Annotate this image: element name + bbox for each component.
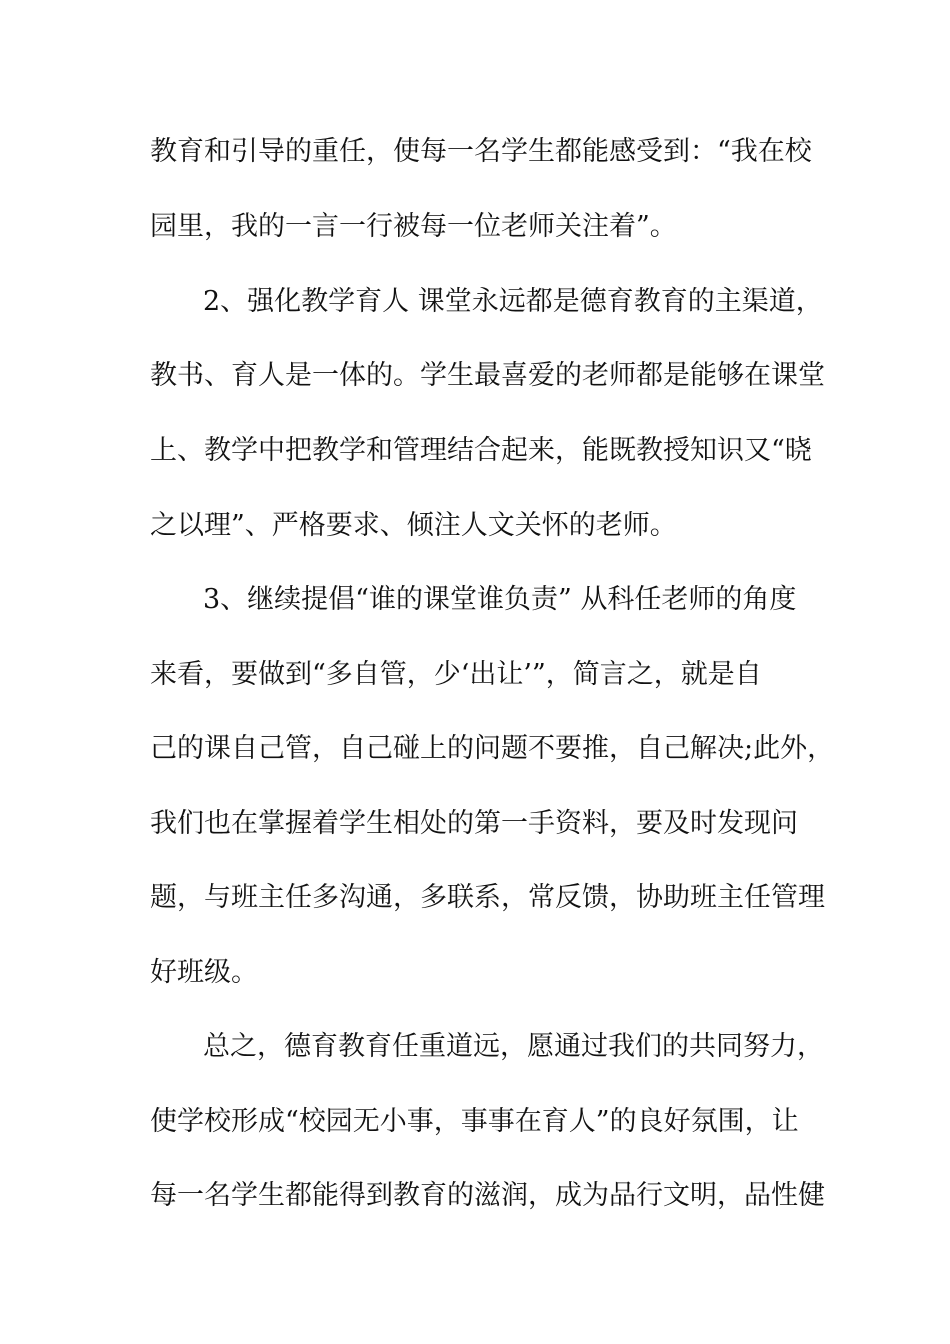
paragraph-start-line: 3、继续提倡“谁的课堂谁负责” 从科任老师的角度 bbox=[203, 584, 797, 615]
text-line: 题，与班主任多沟通，多联系，常反馈，协助班主任管理 bbox=[150, 882, 825, 913]
text-line: 上、教学中把教学和管理结合起来，能既教授知识又“晓 bbox=[150, 435, 812, 466]
text-line: 教书、育人是一体的。学生最喜爱的老师都是能够在课堂 bbox=[150, 360, 825, 391]
text-line: 教育和引导的重任，使每一名学生都能感受到：“我在校 bbox=[150, 136, 812, 167]
text-line: 每一名学生都能得到教育的滋润，成为品行文明，品性健 bbox=[150, 1180, 825, 1211]
text-line: 来看，要做到“多自管，少‘出让’”，简言之，就是自 bbox=[150, 659, 762, 690]
text-line: 园里，我的一言一行被每一位老师关注着”。 bbox=[150, 211, 677, 242]
text-line: 之以理”、严格要求、倾注人文关怀的老师。 bbox=[150, 510, 677, 541]
paragraph-start-line: 总之，德育教育任重道远，愿通过我们的共同努力， bbox=[203, 1031, 824, 1062]
text-line: 好班级。 bbox=[150, 957, 258, 988]
text-line: 使学校形成“校园无小事，事事在育人”的良好氛围，让 bbox=[150, 1106, 799, 1137]
text-line: 己的课自己管，自己碰上的问题不要推，自己解决;此外， bbox=[150, 733, 835, 764]
text-line: 我们也在掌握着学生相处的第一手资料，要及时发现问 bbox=[150, 808, 798, 839]
paragraph-start-line: 2、强化教学育人 课堂永远都是德育教育的主渠道， bbox=[203, 286, 823, 317]
